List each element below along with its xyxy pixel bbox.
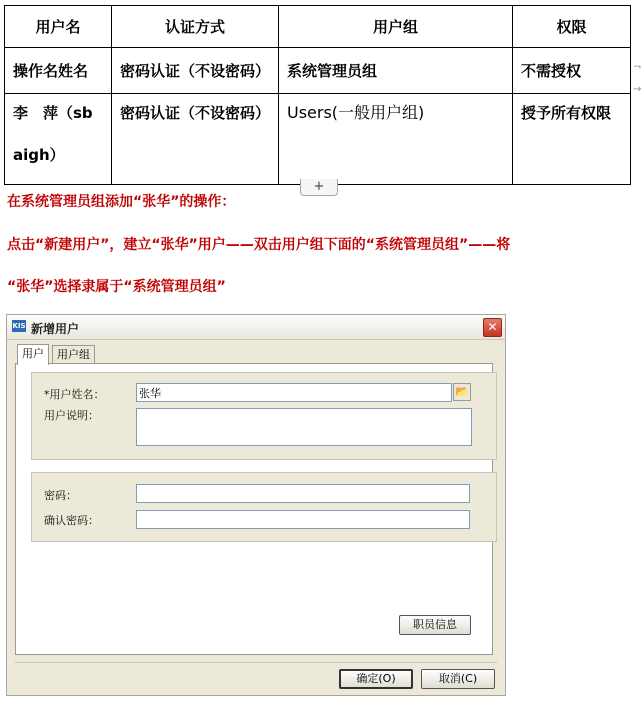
user-info-group [31, 372, 497, 460]
close-button[interactable]: ✕ [483, 318, 502, 337]
username-line1: 李 萍（sb [13, 104, 93, 122]
username-label: *用户姓名： [44, 388, 105, 401]
folder-icon[interactable]: 📂 [453, 383, 471, 401]
confirm-password-field[interactable] [136, 510, 470, 529]
dialog-titlebar[interactable] [7, 315, 505, 340]
cell-username: 操作名姓名 [5, 48, 112, 94]
footer-divider [15, 662, 497, 663]
confirm-password-label: 确认密码： [44, 514, 99, 527]
app-icon: KIS [12, 322, 26, 330]
edge-arrow-icon: → [633, 84, 641, 95]
ok-button[interactable]: 确定(O) [339, 669, 413, 689]
cell-group: 系统管理员组 [279, 48, 513, 94]
instruction-line-1: 在系统管理员组添加“张华”的操作： [7, 194, 236, 210]
instruction-line-3: “张华”选择隶属于“系统管理员组” [7, 279, 226, 295]
cell-permission: 授予所有权限 [513, 94, 631, 185]
password-label: 密码： [44, 489, 77, 502]
header-group: 用户组 [279, 6, 513, 48]
instruction-line-2: 点击“新建用户”，建立“张华”用户——双击用户组下面的“系统管理员组”——将 [7, 237, 511, 253]
staff-info-button[interactable]: 职员信息 [399, 615, 471, 635]
username-line2: aigh） [13, 146, 65, 164]
header-permission: 权限 [513, 6, 631, 48]
tab-panel [15, 363, 493, 655]
tab-user[interactable]: 用户 [17, 344, 49, 365]
description-label: 用户说明： [44, 409, 99, 422]
password-group [31, 472, 497, 542]
tab-user-group[interactable]: 用户组 [52, 345, 95, 364]
cancel-button[interactable]: 取消(C) [421, 669, 495, 689]
password-field[interactable] [136, 484, 470, 503]
description-field[interactable] [136, 408, 472, 446]
header-username: 用户名 [5, 6, 112, 48]
username-field[interactable]: 张华 [136, 383, 452, 402]
dialog-title: 新增用户 [31, 322, 80, 336]
add-row-button[interactable]: + [300, 179, 338, 196]
cell-auth: 密码认证（不设密码） [112, 48, 279, 94]
edge-mark: ¬ [633, 62, 641, 73]
cell-permission: 不需授权 [513, 48, 631, 94]
header-auth: 认证方式 [112, 6, 279, 48]
cell-group: Users(一般用户组) [279, 94, 513, 185]
cell-auth: 密码认证（不设密码） [112, 94, 279, 185]
user-table [4, 5, 631, 185]
cell-username [5, 94, 112, 185]
new-user-dialog [6, 314, 506, 696]
